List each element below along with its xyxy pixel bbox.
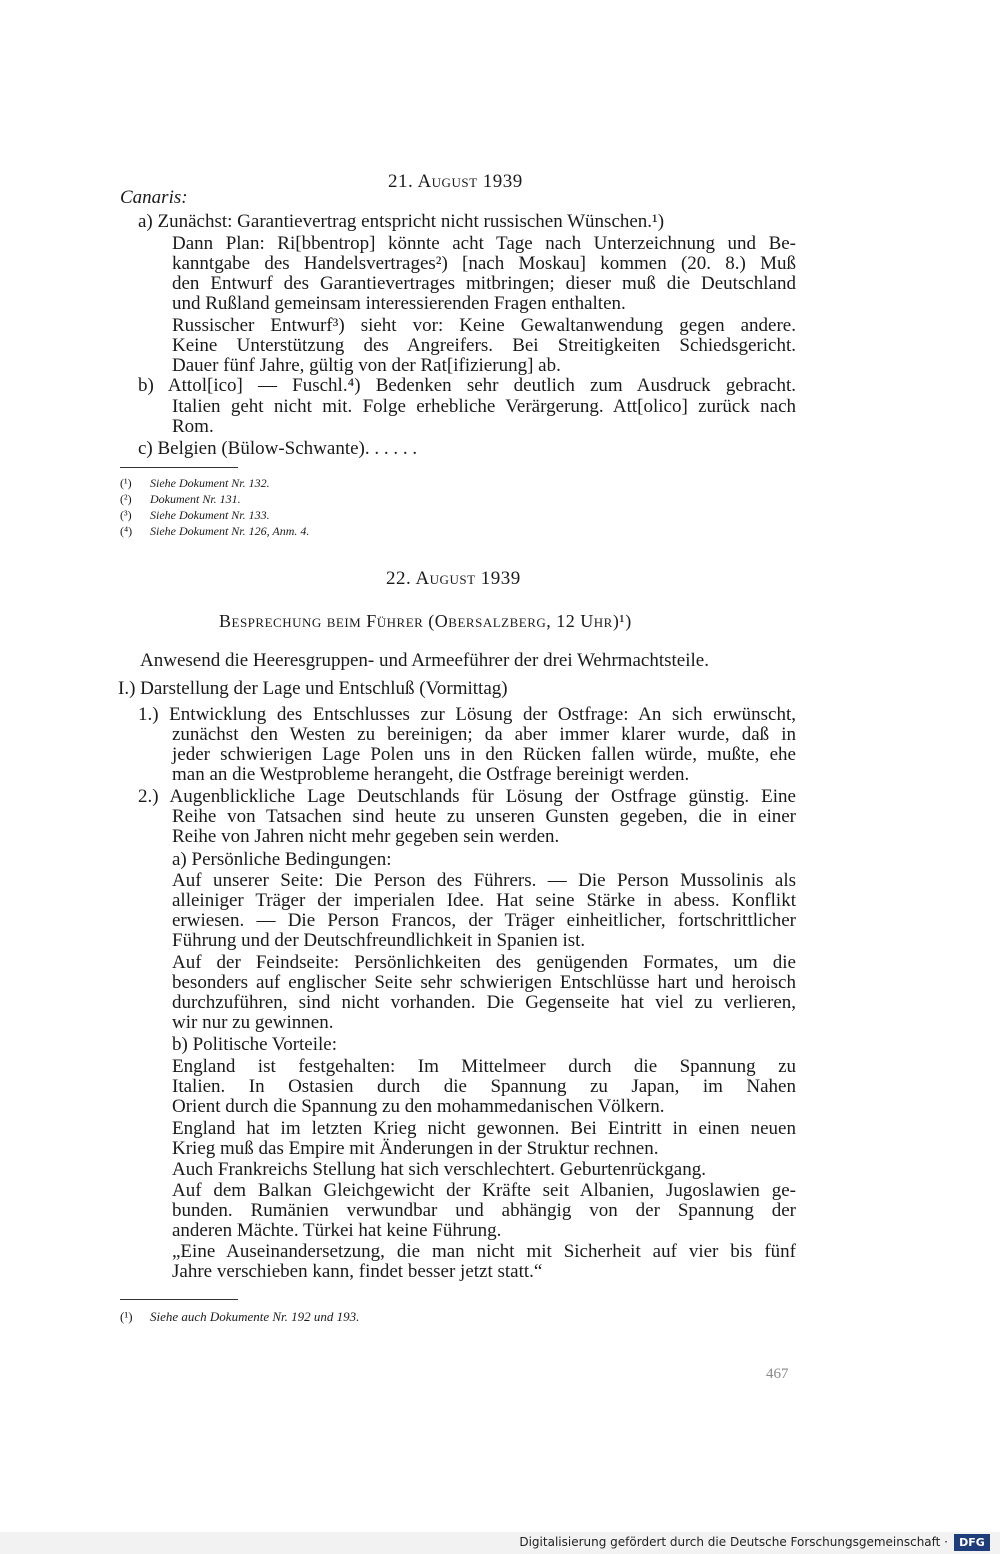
text-line: a) Zunächst: Garantievertrag entspricht nicht russischen Wünschen.¹): [138, 211, 665, 232]
footnote-divider: [120, 1299, 238, 1300]
text-line: man an die Westprobleme herangeht, die Ostfrage bereinigt werden.: [172, 764, 690, 785]
footnote: (³) Siehe Dokument Nr. 133.: [120, 508, 270, 522]
text-line: Italien geht nicht mit. Folge erhebliche Verärgerung. Att[olico] zurück nach: [172, 396, 796, 417]
footnote-divider: [120, 467, 238, 468]
footnote: (²) Dokument Nr. 131.: [120, 492, 241, 506]
footnote: (⁴) Siehe Dokument Nr. 126, Anm. 4.: [120, 524, 310, 538]
text-line: jeder schwierigen Lage Polen uns in den Rücken fallen würde, mußte, ehe: [172, 744, 796, 765]
speaker-label: Canaris:: [120, 187, 188, 208]
text-line: anderen Mächte. Türkei hat keine Führung.: [172, 1220, 502, 1241]
text-line: b) Attol[ico] — Fuschl.⁴) Bedenken sehr deutlich zum Ausdruck gebracht.: [138, 375, 796, 396]
text-line: erwiesen. — Die Person Francos, der Träger einheitlicher, fortschrittlicher: [172, 910, 796, 931]
text-line: England ist festgehalten: Im Mittelmeer durch die Spannung zu: [172, 1056, 796, 1077]
text-line: c) Belgien (Bülow-Schwante). . . . . .: [138, 438, 418, 459]
text-line: Auf dem Balkan Gleichgewicht der Kräfte seit Albanien, Jugoslawien ge-: [172, 1180, 796, 1201]
text-line: Jahre verschieben kann, findet besser jetzt statt.“: [172, 1261, 543, 1282]
dfg-logo: DFG: [954, 1534, 990, 1551]
text-line: Dann Plan: Ri[bbentrop] könnte acht Tage nach Unterzeichnung und Be-: [172, 233, 796, 254]
text-line: Krieg muß das Empire mit Änderungen in der Struktur rechnen.: [172, 1138, 659, 1159]
section-heading: Besprechung beim Führer (Obersalzberg, 12 Uhr)¹): [219, 611, 632, 631]
text-line: besonders auf englischer Seite sehr schwierigen Entschlüsse hart und heroisch: [172, 972, 796, 993]
text-line: durchzuführen, sind nicht vorhanden. Die Gegenseite hat viel zu verlieren,: [172, 992, 796, 1013]
text-line: Auf unserer Seite: Die Person des Führers. — Die Person Mussolinis als: [172, 870, 796, 891]
text-line: Rom.: [172, 416, 214, 437]
text-line: Reihe von Tatsachen sind heute zu unseren Gunsten gegeben, die in einer: [172, 806, 796, 827]
footnote: (¹) Siehe auch Dokumente Nr. 192 und 193.: [120, 1309, 360, 1324]
text-line: „Eine Auseinandersetzung, die man nicht mit Sicherheit auf vier bis fünf: [172, 1241, 796, 1262]
text-line: 1.) Entwicklung des Entschlusses zur Lösung der Ostfrage: An sich erwünscht,: [138, 704, 796, 725]
text-line: Dauer fünf Jahre, gültig von der Rat[ifizierung] ab.: [172, 355, 561, 376]
footnote: (¹) Siehe Dokument Nr. 132.: [120, 476, 270, 490]
text-line: zunächst den Westen zu bereinigen; da aber immer klarer wurde, daß in: [172, 724, 796, 745]
text-line: und Rußland gemeinsam interessierenden Fragen enthalten.: [172, 293, 626, 314]
text-line: wir nur zu gewinnen.: [172, 1012, 334, 1033]
text-line: Orient durch die Spannung zu den mohammedanischen Völkern.: [172, 1096, 665, 1117]
text-line: bunden. Rumänien verwundbar und abhängig von der Spannung der: [172, 1200, 796, 1221]
text-line: Keine Unterstützung des Angreifers. Bei Streitigkeiten Schiedsgericht.: [172, 335, 796, 356]
section-date-21-august: 21. August 1939: [388, 171, 523, 192]
text-line: b) Politische Vorteile:: [172, 1034, 338, 1055]
footer-credit: Digitalisierung gefördert durch die Deutsche Forschungsgemeinschaft ·: [519, 1535, 948, 1549]
text-line: alleiniger Träger der imperialen Idee. Hat seine Stärke in abess. Konflikt: [172, 890, 796, 911]
text-line: den Entwurf des Garantievertrages mitbringen; dieser muß die Deutschland: [172, 273, 796, 294]
text-line: 2.) Augenblickliche Lage Deutschlands für Lösung der Ostfrage günstig. Eine: [138, 786, 796, 807]
text-line: Anwesend die Heeresgruppen- und Armeeführer der drei Wehrmachtsteile.: [140, 650, 709, 671]
text-line: Führung und der Deutschfreundlichkeit in Spanien ist.: [172, 930, 586, 951]
section-date-22-august: 22. August 1939: [386, 568, 521, 589]
text-line: Italien. In Ostasien durch die Spannung zu Japan, im Nahen: [172, 1076, 796, 1097]
text-line: a) Persönliche Bedingungen:: [172, 849, 392, 870]
text-line: Auf der Feindseite: Persönlichkeiten des genügenden Formates, um die: [172, 952, 796, 973]
text-line: Auch Frankreichs Stellung hat sich verschlechtert. Geburtenrückgang.: [172, 1159, 706, 1180]
page-number: 467: [766, 1366, 789, 1382]
text-line: Reihe von Jahren nicht mehr gegeben sein werden.: [172, 826, 560, 847]
footer-bar: [0, 1532, 1000, 1554]
text-line: I.) Darstellung der Lage und Entschluß (Vormittag): [118, 678, 508, 699]
text-line: Russischer Entwurf³) sieht vor: Keine Gewaltanwendung gegen andere.: [172, 315, 796, 336]
text-line: England hat im letzten Krieg nicht gewonnen. Bei Eintritt in einen neuen: [172, 1118, 796, 1139]
text-line: kanntgabe des Handelsvertrages²) [nach Moskau] kommen (20. 8.) Muß: [172, 253, 796, 274]
